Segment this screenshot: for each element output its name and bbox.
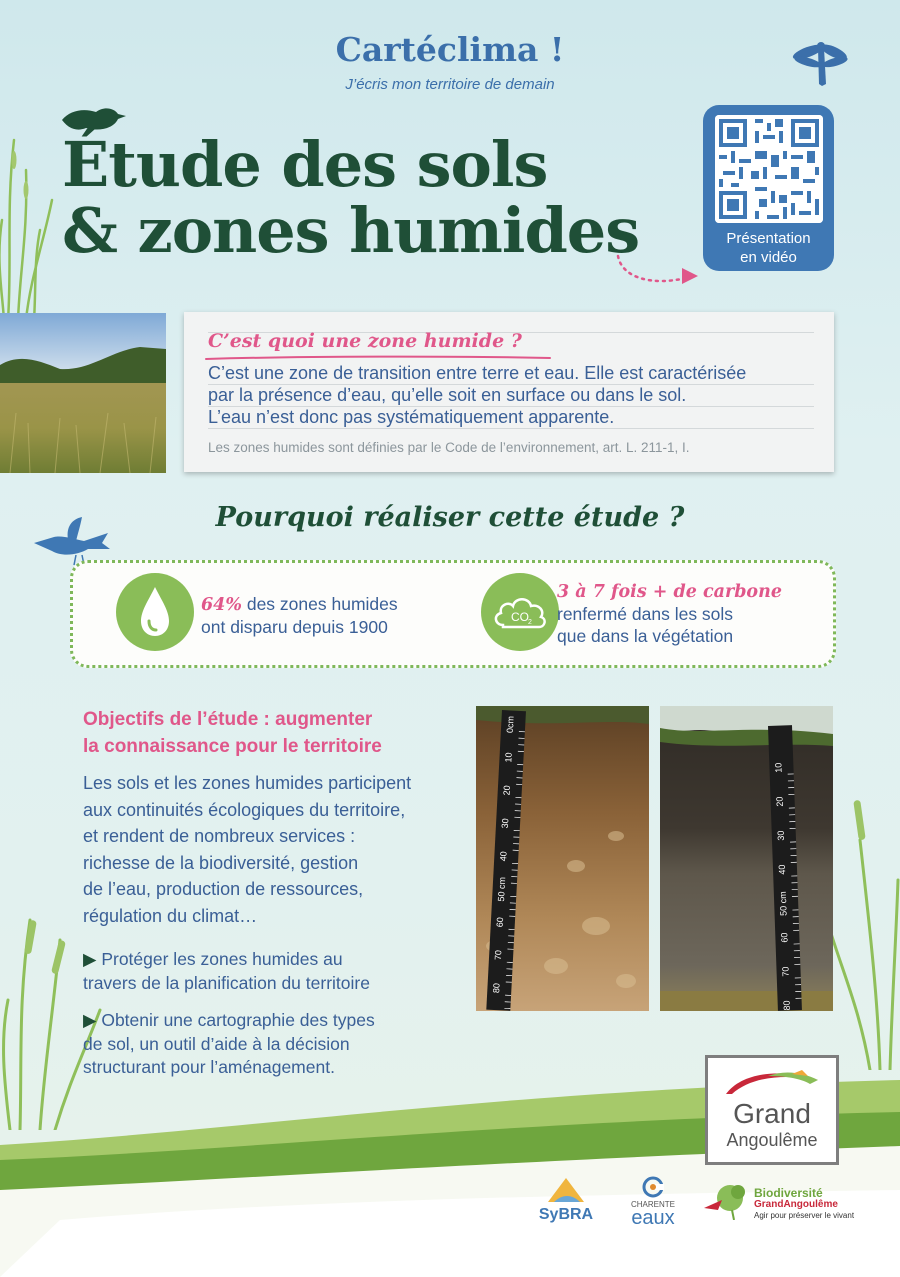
objectives-title: Objectifs de l’étude : augmenter la connaissance pour le territoire: [83, 709, 382, 757]
wetland-meadow-photo: [0, 313, 166, 473]
ruler-tick-label: 20: [501, 785, 513, 796]
ruler-tick-label: 60: [494, 916, 506, 928]
objectives-body: Les sols et les zones humides participent aux continuités écologiques du territoire, et rendent de nombreux services : richesse de la biodiversité, gestion de l’eau, production de ressources, régulation du climat…: [83, 773, 412, 926]
dotted-arrow-icon: [612, 250, 702, 292]
grand-angouleme-swoosh: [722, 1066, 822, 1096]
ruler-tick-label: 0cm: [504, 715, 516, 734]
stat-wetlands-lost: 64% des zones humides ont disparu depuis 1900: [201, 594, 398, 637]
triangle-bullet-icon: ▶: [83, 949, 102, 969]
logo-angouleme-text: Angoulême: [726, 1130, 818, 1150]
brand-tagline: J’écris mon territoire de demain: [345, 76, 555, 93]
svg-text:2: 2: [528, 619, 532, 626]
objective-bullet-protect: ▶ Protéger les zones humides au travers de la planification du territoire: [83, 949, 370, 993]
logo-grand-text: Grand: [733, 1098, 811, 1129]
ruler-tick-label: 80: [491, 982, 502, 994]
ruler-tick-label: 30: [775, 830, 787, 841]
reeds-left-top: [0, 120, 60, 320]
ruler-tick-label: 50 cm: [495, 876, 508, 902]
sybra-logo: [532, 1176, 600, 1226]
section-title-why: Pourquoi réaliser cette étude ?: [215, 502, 685, 533]
ruler-tick-label: 50 cm: [777, 891, 789, 917]
co2-cloud-icon: [481, 573, 559, 651]
ruler-tick-label: 60: [779, 932, 790, 943]
qr-label-line1: Présentation: [726, 230, 811, 247]
biodiversite-logo: [704, 1178, 855, 1230]
page-title-line1: Étude des sols: [62, 128, 548, 201]
charente-eaux-emblem-icon: [642, 1176, 664, 1198]
ruler-tick-label: 10: [503, 752, 514, 763]
definition-line-2: par la présence d’eau, qu’elle soit en surface ou dans le sol.: [208, 385, 687, 405]
definition-card: [184, 312, 834, 472]
biodiversite-tagline: Agir pour préserver le vivant: [754, 1211, 855, 1220]
ruler-tick-label: 70: [780, 966, 791, 977]
stats-panel: [70, 560, 836, 668]
objective-bullet-map: ▶ Obtenir une cartographie des types de sol, un outil d’aide à la décision structurant pour l’aménagement.: [83, 1010, 375, 1077]
qr-label-line2: en vidéo: [740, 249, 797, 266]
page-title-line2: & zones humides: [62, 194, 640, 267]
stat-wetlands-percent: 64%: [201, 595, 242, 615]
soil-profile-photo-2: [660, 706, 833, 1011]
charente-text: CHARENTE: [630, 1200, 675, 1209]
grand-angouleme-logo: [705, 1055, 839, 1165]
brand-name: Cartéclima !: [335, 30, 565, 69]
definition-question: C’est quoi une zone humide ?: [208, 330, 522, 352]
charente-eaux-logo: [618, 1176, 688, 1230]
definition-legal-note: Les zones humides sont définies par le Code de l’environnement, art. L. 211-1, I.: [208, 440, 690, 455]
qr-code[interactable]: [715, 115, 823, 223]
dragonfly-icon: [790, 38, 850, 88]
question-underline: [204, 354, 554, 362]
sybra-text: SyBRA: [538, 1206, 594, 1223]
ruler-tick-label: 10: [773, 762, 784, 773]
stat-carbon-highlight: 3 à 7 fois + de carbone: [557, 582, 782, 602]
ruler-tick-label: 30: [499, 818, 511, 829]
biodiversite-subtitle: GrandAngoulême: [754, 1199, 838, 1210]
triangle-bullet-icon: ▶: [83, 1010, 102, 1030]
definition-line-1: C’est une zone de transition entre terre et eau. Elle est caractérisée: [208, 363, 747, 383]
definition-line-3: L’eau n’est donc pas systématiquement apparente.: [208, 407, 615, 427]
water-drop-icon: [116, 573, 194, 651]
eaux-text: eaux: [631, 1207, 675, 1229]
ruler-tick-label: 20: [774, 796, 785, 807]
biodiversite-title: Biodiversité: [754, 1186, 823, 1200]
qr-video-card[interactable]: [703, 105, 834, 271]
ruler-tick-label: 70: [492, 949, 504, 961]
stat-carbon-storage: 3 à 7 fois + de carbone renfermé dans les sols que dans la végétation: [557, 582, 782, 646]
ruler-tick-label: 40: [776, 864, 788, 875]
sybra-mountain-icon: [546, 1176, 586, 1204]
biodiversite-leaf-bird-icon: [704, 1180, 752, 1220]
svg-text:CO: CO: [511, 610, 529, 624]
soil-profile-photo-1: [476, 706, 649, 1011]
ruler-tick-label: 80: [781, 1000, 792, 1011]
ruler-tick-label: 40: [498, 851, 509, 862]
